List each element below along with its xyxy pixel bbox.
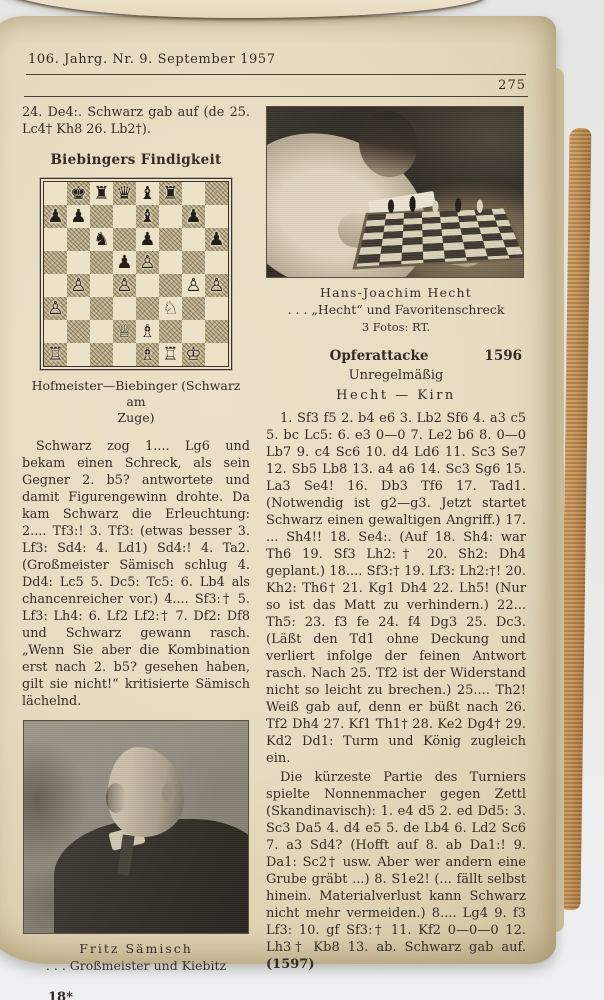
header-rule: [24, 96, 528, 97]
board-square: [90, 320, 113, 343]
board-square: [44, 343, 67, 366]
board-square: [44, 320, 67, 343]
board-square: [205, 205, 228, 228]
game-conclusion-text: 24. De4:. Schwarz gab auf (de 25. Lc4† Kh8 26. Lb2†).: [22, 105, 250, 137]
saemisch-caption: [22, 940, 250, 974]
board-square: [182, 205, 205, 228]
board-square: [182, 343, 205, 366]
saemisch-caption-name: Fritz Sämisch: [79, 941, 193, 956]
board-square: [67, 343, 90, 366]
board-square: [205, 320, 228, 343]
left-column: [22, 104, 250, 1000]
game-moves-text: 1. Sf3 f5 2. b4 e6 3. Lb2 Sf6 4. a3 c5 5. bc Lc5: 6. e3 0—0 7. Le2 b6 8. 0—0 Lb7 9. c4 Sc6 10. d4 Ld6 11. Sc3 Se7 12. Sb5 Lb8 13. a4 a6 14. Sc3 Sg6 15. La3 Se4! 16. Db3 Tf6 17. Tad1. (Notwendig ist g2—g3. Jetzt startet Schwarz einen gewaltigen Angriff.) 17. ... Sh4!! 18. Se4:. (Auf 18. Sh4: war Th6 19. Sf3 Lh2:† 20. Sh2: Dh4 geplant.) 18.... Sf3:† 19. Lf3: Lh2:†! 20. Kh2: Th6† 21. Kg1 Dh4 22. Lh5! (Nur so ist das Matt zu verhindern.) 22... Th5: 23. f3 fe 24. f4 Dg3 25. Dc3. (Läßt den Td1 ohne Deckung und verliert infolge der feinen Antwort rasch. Nach 25. Tf2 ist der Widerstand nicht so leicht zu brechen.) 25.... Th2! Weiß gab auf, denn er büßt nach 26. Tf2 Dh4 27. Kf1 Th1† 28. Ke2 Dg4† 29. Kd2 Dd1: Turm und König zugleich ein.: [266, 411, 526, 766]
chess-piece: ♜: [162, 182, 179, 204]
chess-piece: ♚: [70, 182, 87, 204]
header-rule: [26, 74, 526, 75]
diagram-caption-line: Hofmeister—Biebinger (Schwarz am: [31, 378, 241, 409]
board-square: [67, 228, 90, 251]
issue-line: 106. Jahrg. Nr. 9. September 1957: [28, 52, 276, 67]
chess-piece: ♙: [185, 274, 202, 296]
second-game-body: Die kürzeste Partie des Turniers spielte Nonnenmacher gegen Zettl (Skandinavisch): 1. e4 d5 2. ed Dd5: 3. Sc3 Da5 4. d4 e5 5. de Lb4 6. Ld2 Sc6 7. a3 Sd4? (Hofft auf 8. ab Da1:! 9. Da1: Sc2† usw. Aber wer andern eine Grube gräbt ...) 8. S1e2! (... fällt selbst hinein. Materialverlust kann Schwarz nicht mehr vermeiden.) 8.... Lg4 9. f3 Lf3: 10. gf Sf3:† 11. Kf2 0—0—0 12. Lh3† Kb8 13. ab. Schwarz gab auf.: [266, 770, 526, 955]
photo-credit: 3 Fotos: RT.: [361, 320, 431, 334]
board-square: [90, 205, 113, 228]
chess-piece: ♛: [116, 182, 133, 204]
board-square: [136, 228, 159, 251]
board-square: [113, 228, 136, 251]
chess-piece: ♙: [139, 251, 156, 273]
board-square: [136, 274, 159, 297]
chess-piece: ♝: [139, 182, 156, 204]
board-square: [90, 251, 113, 274]
board-square: [182, 297, 205, 320]
photo-chessboard-shape: [352, 207, 524, 270]
saemisch-caption-role: . . . Großmeister und Kiebitz: [45, 958, 227, 973]
board-square: [159, 297, 182, 320]
chess-piece: ♙: [116, 274, 133, 296]
chess-piece: ♙: [70, 274, 87, 296]
study-title: Biebingers Findigkeit: [50, 152, 222, 168]
chess-piece: ♘: [162, 297, 179, 319]
game-header: [266, 348, 526, 364]
board-square: [205, 228, 228, 251]
board-square: [182, 320, 205, 343]
diagram-caption-line: Zuge): [117, 410, 155, 425]
board-square: [159, 274, 182, 297]
board-square: [113, 297, 136, 320]
second-game-number: (1597): [266, 957, 315, 972]
chess-piece: ♟: [139, 228, 156, 250]
chess-piece: ♟: [70, 205, 87, 227]
analysis-text: Schwarz zog 1.... Lg6 und bekam einen Schreck, als sein Gegner 2. b5? antwortete und damit Figurengewinn drohte. Da kam Schwarz die Erleuchtung: 2.... Tf3:! 3. Tf3: (etwas besser 3. Lf3: Sd4: 4. Ld1) Sd4:! 4. Ta2. (Großmeister Sämisch schlug 4. Dd4: Lc5 5. Dc5: Tc5: 6. Lb4 als chancenreicher vor.) 4.... Sf3:† 5. Lf3: Lh4: 6. Lf2 Lf2:† 7. Df2: Df8 und Schwarz gewann rasch. „Wenn Sie aber die Kombination erst nach 2. b5? gesehen haben, gilt sie nicht!“ kritisierte Sämisch lächelnd.: [22, 439, 250, 709]
board-square: [44, 205, 67, 228]
game-number: 1596: [484, 348, 522, 364]
players-line: Hecht — Kirn: [336, 388, 456, 403]
second-game-text: [266, 769, 526, 973]
chess-piece: ♝: [139, 205, 156, 227]
diagram-caption: [22, 378, 250, 426]
board-square: [67, 182, 90, 205]
board-square: [44, 274, 67, 297]
board-square: [136, 343, 159, 366]
board-square: [67, 251, 90, 274]
board-square: [159, 343, 182, 366]
board-square: [182, 251, 205, 274]
board-square: [113, 320, 136, 343]
board-square: [90, 297, 113, 320]
hecht-photo: [266, 106, 524, 278]
saemisch-ear-shape: [162, 783, 176, 803]
board-square: [67, 205, 90, 228]
board-square: [136, 205, 159, 228]
board-square: [205, 251, 228, 274]
chess-piece: ♟: [185, 205, 202, 227]
printers-signature: 18*: [48, 990, 73, 1000]
board-square: [136, 297, 159, 320]
board-square: [205, 182, 228, 205]
board-square: [136, 182, 159, 205]
board-square: [136, 251, 159, 274]
board-square: [113, 251, 136, 274]
board-square: [159, 205, 182, 228]
saemisch-jacket-shape: [54, 819, 249, 934]
board-square: [44, 182, 67, 205]
chess-piece: ♟: [47, 205, 64, 227]
chess-piece: ♔: [185, 343, 202, 365]
opening-name: Unregelmäßig: [348, 368, 444, 383]
chess-piece: ♖: [162, 343, 179, 365]
board-square: [90, 228, 113, 251]
chess-piece: ♗: [139, 343, 156, 365]
chess-piece: ♗: [139, 320, 156, 342]
chess-piece: ♜: [93, 182, 110, 204]
board-square: [205, 274, 228, 297]
board-square: [113, 274, 136, 297]
board-square: [44, 251, 67, 274]
board-square: [159, 228, 182, 251]
board-square: [44, 297, 67, 320]
chess-piece: ♟: [208, 228, 225, 250]
board-square: [67, 320, 90, 343]
right-column: [266, 104, 526, 973]
board-square: [67, 274, 90, 297]
board-square: [113, 182, 136, 205]
board-square: [90, 182, 113, 205]
board-square: [113, 205, 136, 228]
hecht-caption-name: Hans-Joachim Hecht: [320, 285, 472, 300]
board-square: [90, 343, 113, 366]
saemisch-face-shading: [106, 783, 126, 813]
board-square: [205, 297, 228, 320]
board-square: [159, 182, 182, 205]
game-title: Opferattacke: [329, 348, 429, 364]
board-square: [159, 320, 182, 343]
board-square: [159, 251, 182, 274]
chess-piece: ♟: [116, 251, 133, 273]
chess-piece: ♙: [47, 297, 64, 319]
chess-piece: ♙: [208, 274, 225, 296]
hecht-caption: [266, 284, 526, 336]
hecht-caption-role: . . . „Hecht“ und Favoritenschreck: [287, 302, 505, 317]
board-square: [44, 228, 67, 251]
hecht-head-shape: [359, 111, 417, 177]
board-square: [182, 274, 205, 297]
chess-board: [43, 181, 229, 367]
page-number: 275: [498, 78, 526, 93]
saemisch-photo: [23, 720, 249, 934]
board-square: [182, 182, 205, 205]
board-square: [136, 320, 159, 343]
board-square: [182, 228, 205, 251]
chess-piece: ♞: [93, 228, 110, 250]
board-square: [113, 343, 136, 366]
chess-diagram: [40, 178, 232, 370]
board-square: [205, 343, 228, 366]
photo-chess-pieces-shape: [379, 193, 499, 215]
board-square: [90, 274, 113, 297]
board-square: [67, 297, 90, 320]
chess-piece: ♕: [116, 320, 133, 342]
chess-piece: ♖: [47, 343, 64, 365]
magazine-page: [0, 16, 556, 1000]
